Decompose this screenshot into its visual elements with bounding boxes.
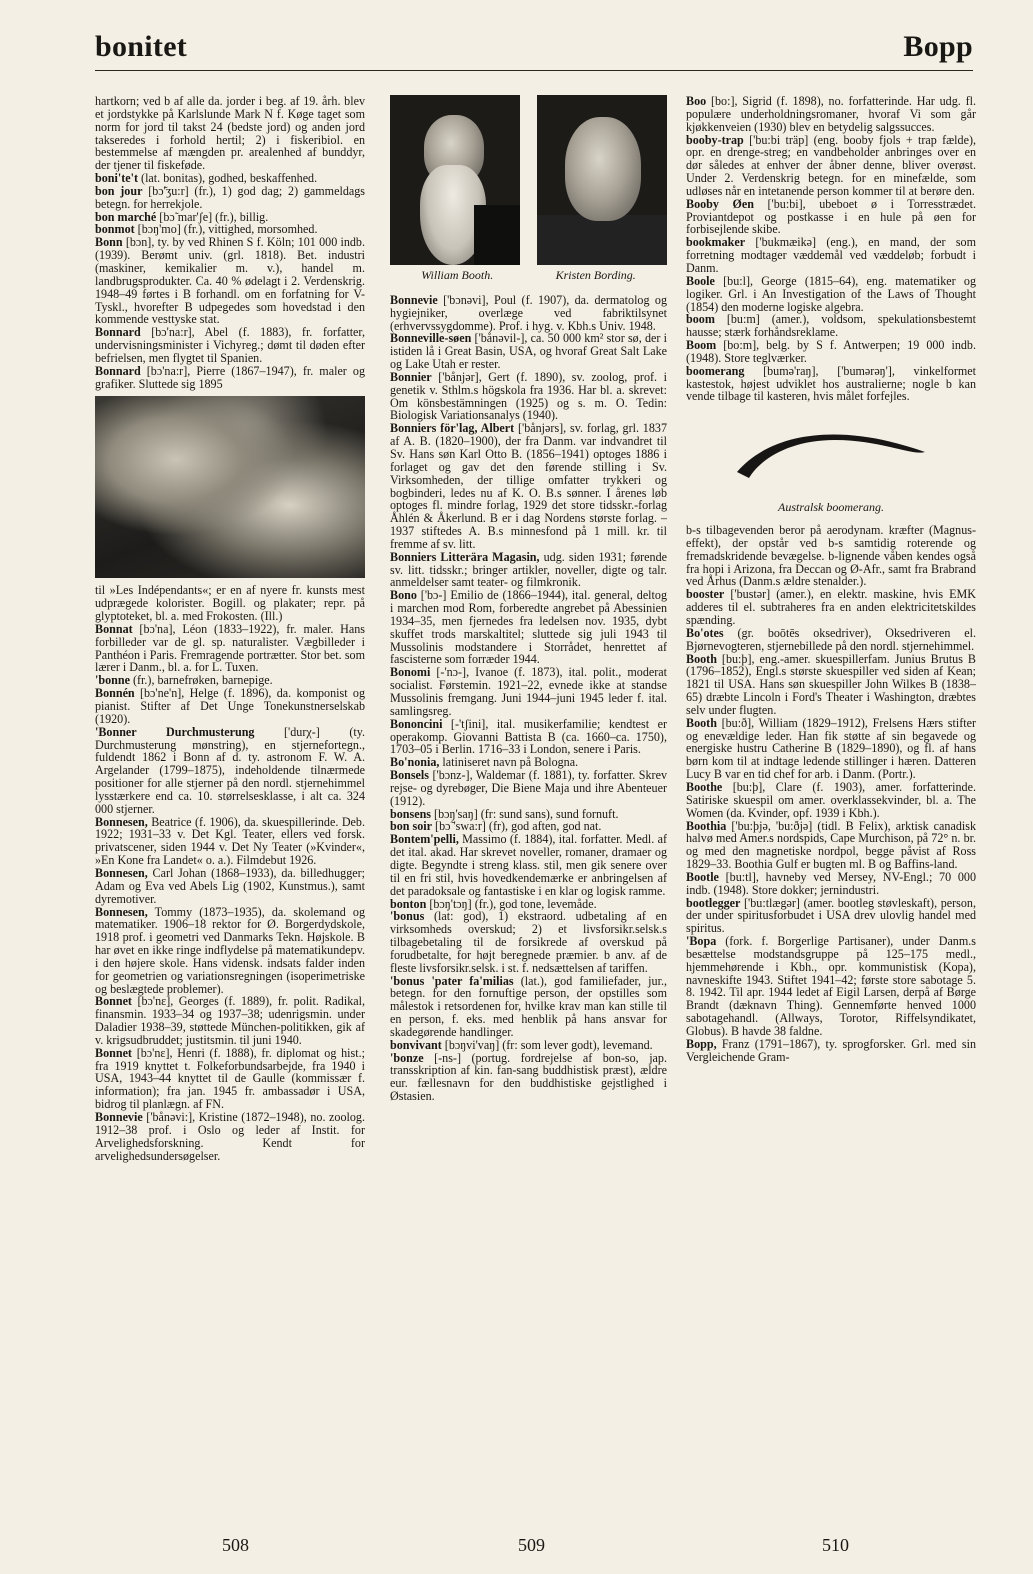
entry-body: (fork. f. Borgerlige Partisaner), under Danm.s besættelse modstandsgruppe på 125–175 medl., hjemmehørende i Kbh., opr. kommunistisk (Kopa), navneskifte 1943. Stiftet 1941–42; første store sabotage 5. 8. 1942. Til apr. 1944 ledet af Eigil Larsen, derpå af Børge Brandt (dæknavn Thing). Gennemførte henved 1000 sabotagehandl. (Allways, Torotor, Riffelsyndikatet, Globus). B havde 38 faldne. [686, 934, 976, 1038]
headword: Bono [390, 588, 417, 603]
entry [390, 422, 667, 550]
entry-body: latiniseret navn på Bologna. [439, 755, 579, 770]
entry-body: (lat: god), 1) ekstraord. udbetaling af en virksomheds overskud; 2) et livsforsikr.selsk.s tilbagebetaling til de forsikrede af overskud på forudbetalte, for højt beregnede præmier. b anv. af de fleste livsforsikr.selsk. i st. f. nedsættelsen af tariffen. [390, 909, 667, 975]
headword: Boothe [686, 779, 723, 794]
entry [390, 769, 667, 808]
entry [686, 365, 976, 404]
headword: bookmaker [686, 235, 746, 250]
headword: Bonnesen, [95, 814, 148, 829]
entry [390, 371, 667, 422]
headword: Bononcini [390, 716, 443, 731]
entry [95, 906, 365, 996]
entry-body: [bɔ'na:r], Pierre (1867–1947), fr. maler og grafiker. Sluttede sig 1895 [95, 363, 365, 391]
entry [686, 1038, 976, 1064]
boomerang-illustration [686, 409, 976, 497]
entry [686, 781, 976, 820]
headword: bonsens [390, 806, 432, 821]
headword: Bonnat [95, 621, 133, 636]
headword: Bonniers Litterära Magasin, [390, 549, 540, 564]
column-3 [686, 95, 976, 1490]
entry-body: ['bu:bi träp] (eng. booby fjols + trap fælde), opr. en drenge-streg; en vandbeholder anbringes over en dør således at enhver der åbner denne, bliver overøst. Under 2. Verdenskrig betegn. for en minefælde, som udløses når en intetanende person kommer til at berøre den. [686, 132, 976, 198]
headword: Bonnet [95, 1045, 132, 1060]
caption-bording: Kristen Bording. [555, 268, 636, 282]
entry-body: ['bånəvil-], ca. 50 000 km² stor sø, der i istiden lå i Great Basin, USA, og hvoraf Great Salt Lake og Lake Utah er rester. [390, 331, 667, 372]
entry [95, 995, 365, 1046]
entry-body: [bu:ð], William (1829–1912), Frelsens Hærs stifter og enevældige leder. Han fik støtte af sin begavede og energiske hustru Catherine B (1829–1890), og fl. af hans børn kom til at indtage ledende stillinger i hæren. Datteren Lucy B var en tid chef for arb. i Danm. (Portr.). [686, 715, 976, 782]
entry [95, 816, 365, 867]
entry-body: [bu:þ], Clare (f. 1903), amer. forfatterinde. Satiriske skuespil om amer. overklassekvinder, bl. a. The Women (da. Kvinder, opf. 1939 i Kbh.). [686, 779, 976, 820]
headword: 'bonus 'pater fa'milias [390, 973, 514, 988]
headword: Bonnier [390, 369, 432, 384]
entry-body: ['bukmæikə] (eng.), en mand, der som forretning modtager væddemål ved væddeløb; forbudt i Danm. [686, 235, 976, 275]
entry-body: [bɔ'nɛ], Georges (f. 1889), fr. polit. Radikal, finansmin. 1933–34 og 1937–38; udenrigsmin. under Daladier 1938–39, støttede München-politikken, gik af v. krigsudbruddet; justitsmin. til juni 1940. [95, 994, 365, 1047]
headword: Bontem'pelli, [390, 832, 459, 847]
entry [390, 975, 667, 1039]
headword: Bootle [686, 869, 719, 884]
entry [95, 236, 365, 326]
headword: Bonn [95, 235, 123, 250]
entry [686, 588, 976, 627]
portrait-coat [474, 205, 520, 265]
headword: bon jour [95, 183, 143, 198]
running-head-left: bonitet [95, 30, 188, 63]
entry [390, 589, 667, 666]
entry-body: (lat. bonitas), godhed, beskaffenhed. [138, 171, 318, 186]
entry-body: [bu:þ], eng.-amer. skuespillerfam. Junius Brutus B (1796–1852), Engl.s største skuespiller ved siden af Kean; 1821 til USA. Hans søn skuespiller John Wilkes B (1838–65) dræbte Lincoln i Ford's Theater i Washington, dræbtes selv under flugten. [686, 651, 976, 717]
headword: Booth [686, 651, 717, 666]
entry-body: [bo:m], belg. by S f. Antwerpen; 19 000 indb. (1948). Store teglværker. [686, 338, 976, 365]
headword: Bonnard [95, 363, 141, 378]
entry-body: [-'nɔ-], Ivanoe (f. 1873), ital. polit., moderat socialist. Førstemin. 1921–22, evnede ikke at standse Mussolinis fremgang. Juni 1944–juni 1945 leder f. ital. samlingsreg. [390, 665, 667, 718]
entry [686, 653, 976, 717]
headword: Bonnevie [95, 1110, 143, 1124]
entry-body: [bɔ'nɛ], Henri (f. 1888), fr. diplomat og hist.; fra 1919 knyttet t. Folkeforbundsarbejde, fra 1940 i USA, 1943–44 knyttet til de Gaulle (kommissær f. information); fra jan. 1945 fr. ambassadør i USA, bidrog til planlægn. af FN. [95, 1045, 365, 1112]
kristen-bording-portrait [537, 95, 667, 265]
entry-body: ['bu:þjə, 'bu:ðjə] (tidl. B Felix), arktisk canadisk halvø med Amer.s nordspids, Cape Murchison, på 72° n. br. og med den magnetiske nordpol, begge påvist af Ross 1829–33. Boothia Gulf er bugten ml. B og Baffins-land. [686, 818, 976, 872]
entry [390, 332, 667, 371]
headword: 'Bonner Durchmusterung [95, 724, 255, 739]
headword: Bonnén [95, 686, 135, 701]
entry-body: ['bånjər], Gert (f. 1890), sv. zoolog, prof. i genetik v. Sthlm.s högskola fra 1936. Har bl. a. skrevet: Om könsbestämningen (1925) og s. m. O. Tedin: Biologisk Variationsanalys (1940). [390, 369, 667, 423]
entry-body: ['durχ-] (ty. Durchmusterung mønstring), en stjernefortegn., fuldendt 1862 i Bonn af d. ty. astronom F. W. A. Argelander (1799–1875), indeholdende tilnærmede positioner for alle stjerner på den nordl. stjernehimmel lysstærkere end ca. 10. størrelsesklasse, i alt ca. 324 000 stjerner. [95, 724, 365, 816]
headword: Boom [686, 338, 717, 353]
page-number: 509 [518, 1535, 545, 1555]
headword: Booby Øen [686, 196, 754, 211]
entry [95, 726, 365, 816]
entry-body: Beatrice (f. 1906), da. skuespillerinde. Deb. 1922; 1931–33 v. Det Kgl. Teater, ellers ved forsk. privatscener, siden 1944 v. Det Ny Teater (»Kvinder«, »En Kone fra Landet« o. a.). Filmdebut 1926. [95, 814, 365, 868]
entry [95, 365, 365, 391]
headword: boomerang [686, 363, 745, 378]
entry-body: ['bɔnz-], Waldemar (f. 1881), ty. forfatter. Skrev rejse- og dyrebøger, Die Biene Maja und ihre Abenteuer (1912). [390, 768, 667, 808]
headword: Bonsels [390, 768, 429, 783]
entry-body: (fr.), barnefrøken, barnepige. [129, 673, 273, 688]
entry-body: [bɔŋvi'vaŋ] (fr: som lever godt), levemand. [441, 1037, 653, 1052]
entry-body: ['bu:bi], ubeboet ø i Torresstrædet. Proviantdepot og postkasse i en hule på øen for forbisejlende skibe. [686, 196, 976, 237]
entry-body: ['bånəvi:], Kristine (1872–1948), no. zoolog. 1912–38 prof. i Oslo og leder af Instit. for Arvelighedsforskning. Kendt for arvelighedsundersøgelser. [95, 1110, 365, 1163]
entry [686, 339, 976, 365]
entry [95, 1111, 365, 1162]
header-rule [95, 70, 973, 71]
entry-body: [bɔ'ne'n], Helge (f. 1896), da. komponist og pianist. Stifter af Det Unge Tonekunstnerselskab (1920). [95, 686, 365, 726]
portrait-pair [390, 95, 667, 265]
entry-body: Tommy (1873–1935), da. skolemand og matematiker. 1906–18 rektor for Ø. Borgerdydskole, 1918 prof. i geometri ved Danmarks Tekn. Højskole. B har øvet en ikke ringe indflydelse på matematikundерv. i den højere skole. Hans vidensk. indsats falder inden for geometrien og variationsregningen (isoperimetriske og beslægtede problemer). [95, 904, 365, 996]
entry [390, 910, 667, 974]
entry-body: [-ns-] (portug. fordrejelse af bon-so, jap. transskription af kin. fan-sang buddhistisk præst), ældre eur. fællesnavn for den buddhistiske gejstlighed i Østasien. [390, 1050, 667, 1104]
headword: Bopp, [686, 1036, 717, 1051]
headword: 'Bopa [686, 934, 717, 949]
entry [686, 198, 976, 237]
headword: bon marché [95, 209, 157, 224]
headword: bootlegger [686, 895, 741, 910]
entry-body: [bu:l], George (1815–64), eng. matematiker og logiker. Grl. i An Investigation of the Laws of Thought (1854) den moderne logiske algebra. [686, 273, 976, 314]
entry-body: Massimo (f. 1884), ital. forfatter. Medl. af det ital. akad. Har skrevet noveller, romaner, dramaer og digte. Begyndte i streng klass. stil, men gik senere over til en fri stil, hvis hovedkendemærke er anbringelsen af det paradoksale og fantastiske i en klar og logisk ramme. [390, 832, 667, 898]
entry-text: hartkorn; ved b af alle da. jorder i beg. af 19. årh. blev et jordstykke på Karlslunde Mark N f. Køge taget som norm for jord til takst 24 (bedste jord) og anden jord takseredes i forhold hertil; 2) i fiskeribiol. en bestemmelse af mængden pr. arealenhed af bunddyr, der tjener til fiskeføde. [95, 95, 365, 173]
headword: bonvivant [390, 1037, 442, 1052]
entry-body: [bɔŋ'saŋ] (fr: sund sans), sund fornuft. [431, 806, 619, 821]
entry [95, 687, 365, 726]
headword: booby-trap [686, 132, 744, 147]
entry [686, 313, 976, 339]
entry [686, 134, 976, 198]
entry-body: [bo:], Sigrid (f. 1898), no. forfatterinde. Har udg. fl. populære underholdningsromaner, hvoraf Vi som går kjøkkenveien (1930) blev en betydelig salgssucces. [686, 95, 976, 134]
entry [686, 897, 976, 936]
headword: Booth [686, 715, 717, 730]
headword: Boothia [686, 818, 727, 833]
entry-body: [bɔn], ty. by ved Rhinen S f. Köln; 101 000 indb. (1939). Berømt univ. (grl. 1818). Bet. industri (maskiner, kemikalier m. v.), handel m. landbrugsprodukter. Ca. 40 % ødelagt i 2. Verdenskrig. 1948–49 førtes i B forhandl. om en forfatning for V-Tyskl., hvorefter B udpegedes som hovedstad i den kommende vesttyske stat. [95, 235, 365, 327]
column-1 [95, 95, 365, 1490]
entry-body: [bumə'raŋ], ['bumərəŋ'], vinkelformet kastestok, højest udviklet hos australierne; nogle b kan vende tilbage til kasteren, hvis målet forfejles. [686, 363, 976, 404]
entry [686, 95, 976, 134]
entry [686, 275, 976, 314]
portrait-captions [390, 269, 667, 282]
entry-body: [bɔ'na], Léon (1833–1922), fr. maler. Hans forbilleder var de gl. sp. naturalister. Vægbilleder i Panthéon i Paris. Fremragende portrætter. Stor bet. som lærer i Danm., bl. a. for L. Tuxen. [95, 621, 365, 675]
headword: booster [686, 587, 725, 602]
headword: Bonomi [390, 665, 431, 680]
headword: Bonnet [95, 994, 132, 1009]
entry-body: [-'tʃini], ital. musikerfamilie; kendtest er operakomp. Giovanni Battista B (ca. 1660–ca. 1750), 1703–05 i Berlin. 1716–33 i London, senere i Paris. [390, 716, 667, 757]
william-booth-portrait [390, 95, 520, 265]
entry-body: [bɔŋ'mo] (fr.), vittighed, morsomhed. [134, 222, 318, 237]
headword: Bonniers för'lag, Albert [390, 421, 515, 436]
entry [390, 294, 667, 333]
entry-body: ['bånjərs], sv. forlag, grl. 1837 af A. B. (1820–1900), der fra Danm. var indvandret til Sv. Hans søn Karl Otto B. (1856–1941) optoges 1886 i forlaget og gav det den førende stilling i Sv. Virksomheden, der tillige omfatter trykkeri og bogbinderi, ledes nu af K. O. B.s sønner. I årenes løb optoges fl. mindre forlag, 1929 det store tidsskr.-forlag Åhlén & Åkerlund. B er i dag Nordens største forlag. – 1937 stiftedes A. B.s minnesfond på 1 mill. kr. til fremme af sv. litt. [390, 421, 667, 551]
entry [686, 627, 976, 653]
headword: boni'te't [95, 171, 139, 186]
entry-body: (gr. boōtēs oksedriver), Oksedriveren el. Bjørnevogteren, stjernebillede på den nordl. stjernehimmel. [686, 625, 976, 653]
entry [686, 820, 976, 871]
portrait-coat [537, 215, 667, 265]
entry-body: (lat.), god familiefader, jur., betegn. for den fornuftige person, der opstilles som målestok i retsordenen for, hvilke krav man kan stille til en person, f. eks. med henblik på hans ansvar for skadegørende handlinger. [390, 973, 667, 1039]
entry [390, 718, 667, 757]
entry [95, 623, 365, 674]
entry-body: ['bustər] (amer.), en elektr. maskine, hvis EMK adderes til el. subtraheres fra en anden elektricitetskildes spænding. [686, 587, 976, 627]
entry [95, 1047, 365, 1111]
entry [95, 867, 365, 906]
headword: Bonnesen, [95, 904, 148, 919]
entry-body: [bɔ̃ mar'ʃe] (fr.), billig. [156, 209, 269, 224]
headword: Boole [686, 273, 715, 288]
headword: boom [686, 312, 715, 327]
running-head-right: Bopp [903, 30, 973, 63]
entry [95, 326, 365, 365]
headword: bon soir [390, 819, 433, 834]
entry-body: Franz (1791–1867), ty. sprogforsker. Grl. med sin Vergleichende Gram- [686, 1036, 976, 1064]
headword: 'bonne [95, 673, 130, 688]
entry [390, 1052, 667, 1103]
portrait-face [565, 117, 641, 221]
headword: 'bonze [390, 1050, 424, 1065]
column-2 [390, 95, 667, 1490]
boomerang-icon [731, 418, 931, 488]
entry [390, 666, 667, 717]
headword: bonton [390, 896, 427, 911]
entry [686, 717, 976, 781]
entry-body: [bɔ̃'ʒu:r] (fr.), 1) god dag; 2) gammeldags betegn. for herrekjole. [95, 183, 365, 211]
entry [686, 236, 976, 275]
entry-body: Carl Johan (1868–1933), da. billedhugger; Adam og Eva ved Abels Lig (1902, Kunstmus.), samt dyremotiver. [95, 865, 365, 906]
entry-body: ['bu:tlægər] (amer. bootleg støvleskaft), person, der under spiritusforbudet i USA drev ulovlig handel med spiritus. [686, 895, 976, 936]
page-number: 508 [222, 1535, 249, 1555]
entry-body: [bɔ'na:r], Abel (f. 1883), fr. forfatter, undervisningsminister i Vichyreg.; dømt til døden efter befrielsen, men flygtet til Spanien. [95, 325, 365, 365]
entry-text: b-s tilbagevenden beror på aerodynam. kræfter (Magnus-effekt), der opstår ved b-s samtidig roterende og fremadskridende bevægelse. b-lignende våben kendes også fra hopi i Arizona, fra Deccan og Ø-Afr., samt fra Brabrand ved Århus (Danm.s ældre stenalder.). [686, 523, 976, 589]
entry-body: [bu:tl], havneby ved Mersey, NV-Engl.; 70 000 indb. (1948). Store dokker; jernindustri. [686, 869, 976, 897]
entry [390, 551, 667, 590]
headword: Boo [686, 95, 707, 108]
headword: Bonneville-søen [390, 331, 472, 346]
headword: Bo'nonia, [390, 755, 440, 770]
headword: Bonnevie [390, 292, 438, 307]
entry-body: [bu:m] (amer.), voldsom, spekulationsbestemt hausse; stærk forhåndsreklame. [686, 312, 976, 340]
headword: Bo'otes [686, 625, 724, 640]
entry [95, 185, 365, 211]
entry-body: udg. siden 1931; førende sv. litt. tidsskr.; bringer artikler, noveller, digte og talr. anmeldelser samt teater- og filmkronik. [390, 549, 667, 590]
entry [686, 871, 976, 897]
bonnard-painting-image [95, 396, 365, 578]
entry-body: [bɔ̃ 'swa:r] (fr), god aften, god nat. [432, 819, 602, 834]
entry [686, 935, 976, 1038]
page-number: 510 [822, 1535, 849, 1555]
entry-body: ['bɔnəvi], Poul (f. 1907), da. dermatolog og hygiejniker, overlæge ved fabriktilsynet (erhvervssygdomme). Prof. i hyg. v. Kbh.s Univ. 1948. [390, 292, 667, 333]
entry [390, 833, 667, 897]
caption-booth: William Booth. [421, 268, 494, 282]
entry-body: [bɔŋ'tɔŋ] (fr.), god tone, levemåde. [426, 896, 597, 911]
headword: Bonnard [95, 325, 141, 340]
headword: 'bonus [390, 909, 425, 924]
headword: bonmot [95, 222, 135, 237]
entry-body: ['bɔ-] Emilio de (1866–1944), ital. general, deltog i marchen mod Rom, forberedte angrebet på Abessinien 1934–35, men fjernedes fra ledelsen nov. 1935, dybt skuffet trods marskaltitel; sluttede sig juli 1943 til Mussolinis modstandere i Storrådet, henrettet af fascisterne som forræder 1944. [390, 588, 667, 667]
caption-boomerang: Australsk boomerang. [778, 500, 884, 515]
headword: Bonnesen, [95, 865, 148, 880]
entry-text: til »Les Indépendants«; er en af nyere fr. kunsts mest udprægede kolorister. Bogill. og plakater; repr. på glyptoteket, bl. a. med Frokosten. (Ill.) [95, 583, 365, 624]
